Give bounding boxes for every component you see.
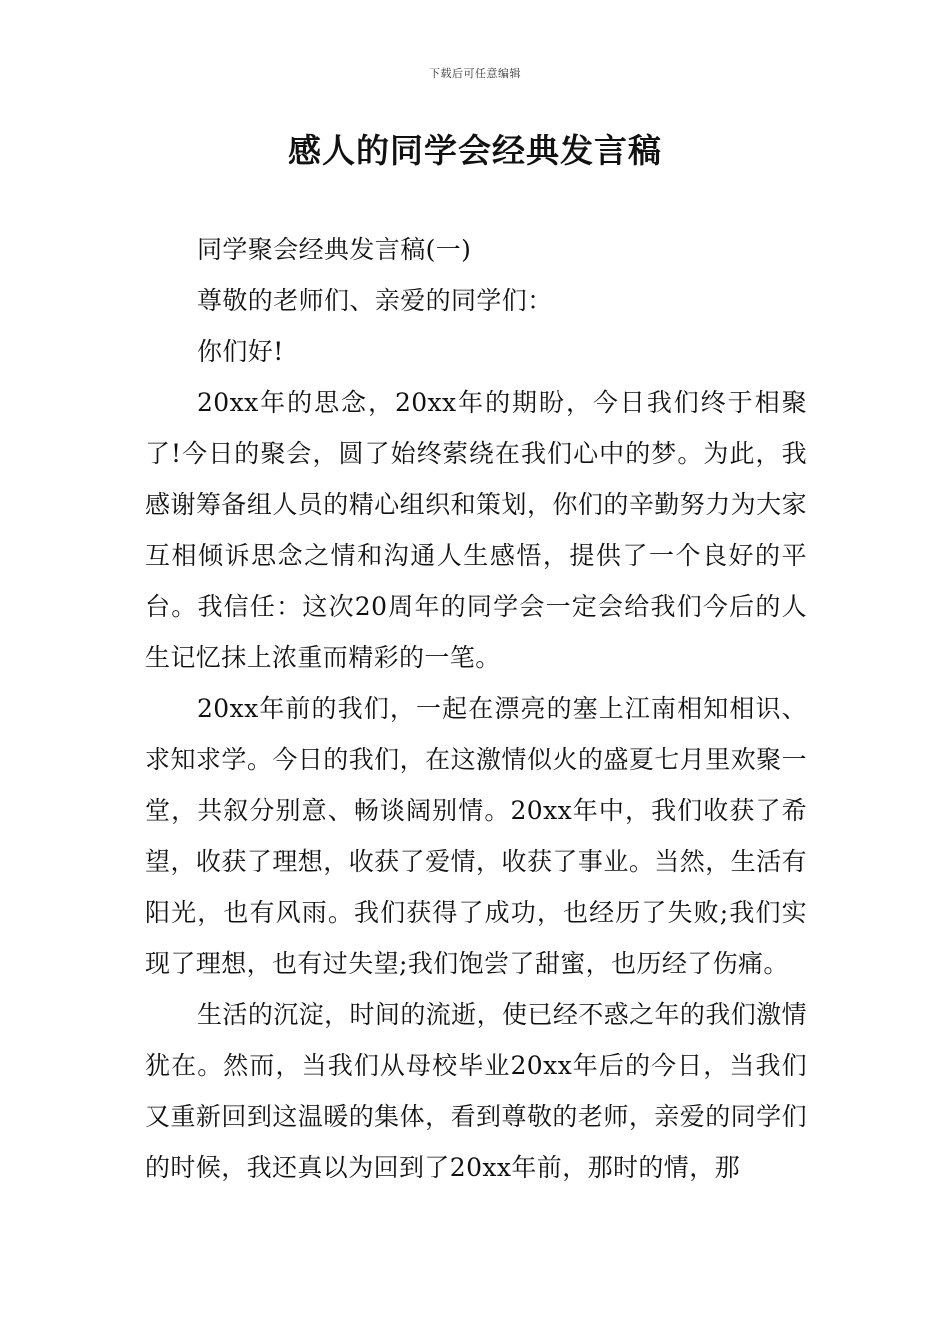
body-paragraph: 20xx年的思念，20xx年的期盼，今日我们终于相聚了!今日的聚会，圆了始终萦绕在我们心中的梦。为此，我感谢筹备组人员的精心组织和策划，你们的辛勤努力为大家互相倾诉思念之情和沟通人生感悟，提供了一个良好的平台。我信任：这次20周年的同学会一定会给我们今后的人生记忆抹上浓重而精彩的一笔。 (145, 388, 807, 672)
salutation: 尊敬的老师们、亲爱的同学们： (197, 286, 553, 315)
section-heading: 同学聚会经典发言稿(一) (197, 235, 472, 264)
document-title: 感人的同学会经典发言稿 (288, 131, 662, 170)
greeting: 你们好! (197, 337, 284, 366)
body-paragraph: 20xx年前的我们，一起在漂亮的塞上江南相知相识、求知求学。今日的我们，在这激情似火的盛夏七月里欢聚一堂，共叙分别意、畅谈阔别情。20xx年中，我们收获了希望，收获了理想，收获了爱情，收获了事业。当然，生活有阳光，也有风雨。我们获得了成功，也经历了失败;我们实现了理想，也有过失望;我们饱尝了甜蜜，也历经了伤痛。 (145, 694, 807, 978)
header-note: 下载后可任意编辑 (429, 67, 521, 80)
body-paragraph: 生活的沉淀，时间的流逝，使已经不惑之年的我们激情犹在。然而，当我们从母校毕业20xx年后的今日，当我们又重新回到这温暖的集体，看到尊敬的老师，亲爱的同学们的时候，我还真以为回到了20xx年前，那时的情，那 (145, 1000, 807, 1182)
document-body (145, 224, 807, 1193)
